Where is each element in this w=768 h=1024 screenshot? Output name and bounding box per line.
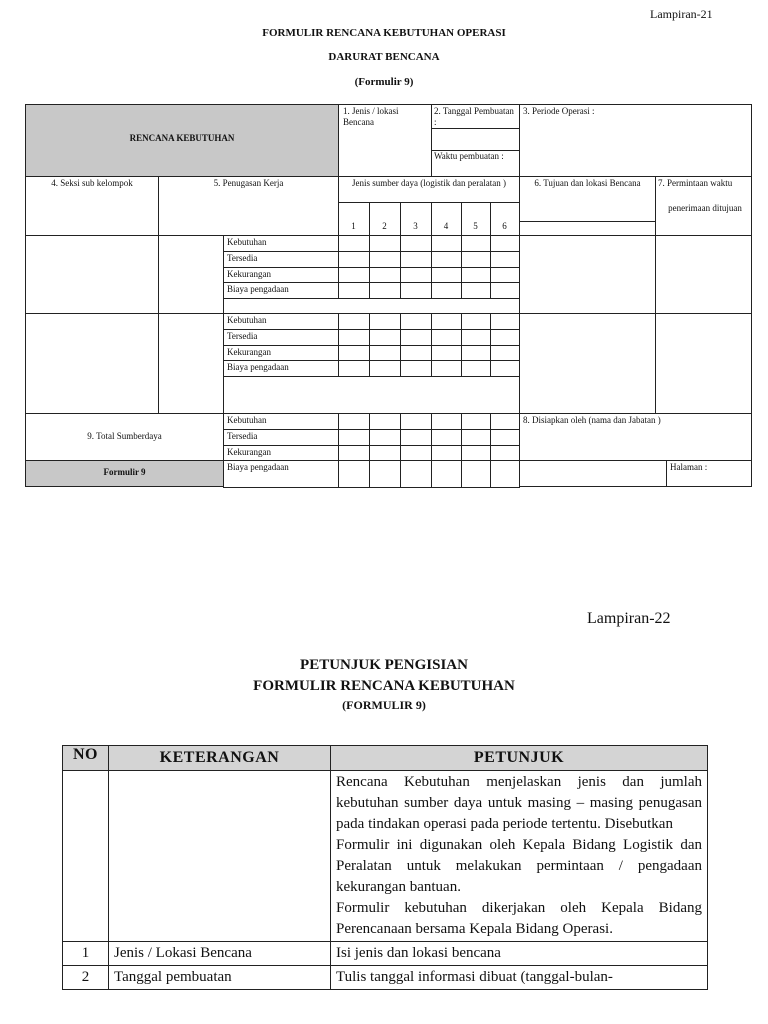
header-no: NO: [63, 746, 109, 771]
value-cell-2-0-1: [369, 313, 401, 330]
value-cell-2-3-0: [338, 360, 370, 377]
tujuan-cell-1: [519, 235, 656, 314]
formulir-9-form: [25, 104, 752, 487]
total-sumberdaya-label: 9. Total Sumberdaya: [87, 431, 162, 441]
total-value-cell-2-1: [369, 445, 401, 461]
tujuan-lokasi-subrow: [519, 221, 656, 236]
resource-column-number-5: 5: [473, 221, 478, 231]
total-value-cell-2-4: [461, 445, 491, 461]
petunjuk-title-line1: PETUNJUK PENGISIAN: [300, 657, 468, 673]
rencana-kebutuhan-label: RENCANA KEBUTUHAN: [129, 133, 235, 143]
value-cell-2-1-0: [338, 329, 370, 346]
total-value-cell-2-5: [490, 445, 520, 461]
petunjuk-paragraph: Formulir kebutuhan dikerjakan oleh Kepala Bidang Perencanaan bersama Kepala Bidang Operasi.: [336, 900, 702, 937]
halaman-label: Halaman :: [670, 462, 708, 472]
value-cell-1-2-2: [400, 267, 432, 283]
value-cell-1-1-0: [338, 251, 370, 268]
penerimaan-ditujuan-label: penerimaan ditujuan: [668, 203, 742, 213]
row-label-2-1: Tersedia: [227, 331, 258, 341]
value-cell-2-3-5: [490, 360, 520, 377]
value-cell-2-0-3: [431, 313, 462, 330]
petunjuk-paragraph: Rencana Kebutuhan menjelaskan jenis dan jumlah kebutuhan sumber daya untuk masing – masing penugasan pada tindakan operasi pada periode tertentu. Disebutkan: [336, 774, 702, 832]
row-no: 1: [63, 942, 109, 966]
value-cell-2-3-1: [369, 360, 401, 377]
seksi-cell-1: [25, 235, 159, 314]
total-value-cell-0-5: [490, 413, 520, 430]
value-cell-1-0-5: [490, 235, 520, 252]
penugasan-cell-2: [158, 313, 224, 414]
jenis-sumber-daya-label: Jenis sumber daya (logistik dan peralatan ): [352, 178, 506, 188]
total-value-cell-0-4: [461, 413, 491, 430]
value-cell-1-2-5: [490, 267, 520, 283]
value-cell-2-0-4: [461, 313, 491, 330]
resource-column-number-3: 3: [413, 221, 418, 231]
value-cell-1-1-3: [431, 251, 462, 268]
form-title-line3: (Formulir 9): [354, 76, 414, 88]
value-cell-2-2-3: [431, 345, 462, 361]
total-value-cell-0-1: [369, 413, 401, 430]
value-cell-2-1-4: [461, 329, 491, 346]
resource-column-number-1: 1: [351, 221, 356, 231]
row-keterangan: Jenis / Lokasi Bencana: [109, 942, 331, 966]
lampiran-21-label: Lampiran-21: [650, 7, 713, 21]
value-cell-2-2-2: [400, 345, 432, 361]
row-petunjuk: [331, 771, 708, 942]
disiapkan-oleh-label: 8. Disiapkan oleh (nama dan Jabatan ): [523, 415, 661, 425]
petunjuk-row: [63, 942, 708, 966]
value-cell-1-2-3: [431, 267, 462, 283]
tujuan-cell-2: [519, 313, 656, 414]
total-value-cell-3-4: [461, 460, 491, 488]
total-value-cell-3-5: [490, 460, 520, 488]
row-no: [63, 771, 109, 942]
signature-cell: [519, 460, 667, 487]
total-value-cell-0-2: [400, 413, 432, 430]
value-cell-1-1-1: [369, 251, 401, 268]
value-cell-1-2-0: [338, 267, 370, 283]
row-label-1-1: Tersedia: [227, 253, 258, 263]
waktu-pembuatan-label: Waktu pembuatan :: [434, 151, 504, 161]
resource-column-number-2: 2: [382, 221, 387, 231]
total-value-cell-2-3: [431, 445, 462, 461]
total-value-cell-1-1: [369, 429, 401, 446]
header-keterangan: KETERANGAN: [109, 746, 331, 771]
total-row-label-2: Kekurangan: [227, 447, 271, 457]
total-value-cell-0-0: [338, 413, 370, 430]
value-cell-2-0-5: [490, 313, 520, 330]
value-cell-1-3-1: [369, 282, 401, 299]
total-value-cell-3-3: [431, 460, 462, 488]
value-cell-1-1-4: [461, 251, 491, 268]
value-cell-1-0-0: [338, 235, 370, 252]
petunjuk-paragraph: Tulis tanggal informasi dibuat (tanggal-bulan-: [336, 969, 613, 985]
value-cell-2-2-1: [369, 345, 401, 361]
value-cell-2-1-5: [490, 329, 520, 346]
value-cell-2-2-4: [461, 345, 491, 361]
value-cell-2-0-0: [338, 313, 370, 330]
row-label-2-3: Biaya pengadaan: [227, 362, 289, 372]
total-value-cell-1-0: [338, 429, 370, 446]
formulir-9-footer-label: Formulir 9: [103, 467, 146, 477]
penugasan-cell-1: [158, 235, 224, 314]
tanggal-pembuatan-label: 2. Tanggal Pembuatan :: [434, 106, 514, 127]
jenis-lokasi-label: 1. Jenis / lokasi Bencana: [343, 106, 399, 127]
petunjuk-paragraph: Isi jenis dan lokasi bencana: [336, 945, 501, 961]
total-value-cell-0-3: [431, 413, 462, 430]
row-petunjuk: [331, 942, 708, 966]
value-cell-1-2-4: [461, 267, 491, 283]
value-cell-1-0-4: [461, 235, 491, 252]
total-value-cell-2-0: [338, 445, 370, 461]
total-value-cell-1-2: [400, 429, 432, 446]
tujuan-lokasi-label: 6. Tujuan dan lokasi Bencana: [534, 178, 641, 188]
resource-column-number-6: 6: [502, 221, 507, 231]
total-value-cell-1-4: [461, 429, 491, 446]
row-no: 2: [63, 966, 109, 990]
total-value-cell-2-2: [400, 445, 432, 461]
row-petunjuk: [331, 966, 708, 990]
value-cell-2-2-0: [338, 345, 370, 361]
petunjuk-table-header: [63, 746, 708, 771]
header-petunjuk: PETUNJUK: [331, 746, 708, 771]
value-cell-2-1-3: [431, 329, 462, 346]
value-cell-1-0-2: [400, 235, 432, 252]
seksi-cell-2: [25, 313, 159, 414]
value-cell-1-1-5: [490, 251, 520, 268]
row-keterangan: Tanggal pembuatan: [109, 966, 331, 990]
permintaan-cell-2: [655, 313, 752, 414]
value-cell-1-3-0: [338, 282, 370, 299]
value-cell-1-3-2: [400, 282, 432, 299]
total-value-cell-3-2: [400, 460, 432, 488]
value-cell-2-2-5: [490, 345, 520, 361]
permintaan-cell-1: [655, 235, 752, 314]
penugasan-kerja-label: 5. Penugasan Kerja: [213, 178, 284, 188]
value-cell-1-3-3: [431, 282, 462, 299]
lampiran-22-label: Lampiran-22: [587, 610, 671, 627]
petunjuk-row: [63, 771, 708, 942]
row-keterangan: [109, 771, 331, 942]
row-label-1-3: Biaya pengadaan: [227, 284, 289, 294]
value-cell-1-2-1: [369, 267, 401, 283]
value-cell-2-3-2: [400, 360, 432, 377]
petunjuk-paragraph: Formulir ini digunakan oleh Kepala Bidang Logistik dan Peralatan untuk melakukan permintaan / pengadaan kekurangan bantuan.: [336, 837, 702, 895]
petunjuk-row: [63, 966, 708, 990]
total-value-cell-3-0: [338, 460, 370, 488]
permintaan-waktu-label: 7. Permintaan waktu: [658, 178, 733, 188]
petunjuk-title-line2: FORMULIR RENCANA KEBUTUHAN: [253, 678, 515, 694]
row-label-2-2: Kekurangan: [227, 347, 271, 357]
form-title-line1: FORMULIR RENCANA KEBUTUHAN OPERASI: [262, 27, 506, 39]
value-cell-1-0-3: [431, 235, 462, 252]
form-title-line2: DARURAT BENCANA: [328, 51, 440, 63]
row-label-1-2: Kekurangan: [227, 269, 271, 279]
value-cell-1-0-1: [369, 235, 401, 252]
total-value-cell-1-3: [431, 429, 462, 446]
value-cell-2-1-1: [369, 329, 401, 346]
total-row-label-0: Kebutuhan: [227, 415, 267, 425]
value-cell-1-3-5: [490, 282, 520, 299]
total-value-cell-3-1: [369, 460, 401, 488]
total-row-label-1: Tersedia: [227, 431, 258, 441]
row-label-1-0: Kebutuhan: [227, 237, 267, 247]
total-value-cell-1-5: [490, 429, 520, 446]
total-row-label-3: Biaya pengadaan: [227, 462, 289, 472]
value-cell-2-1-2: [400, 329, 432, 346]
value-cell-2-3-4: [461, 360, 491, 377]
seksi-sub-kelompok-label: 4. Seksi sub kelompok: [51, 178, 133, 188]
periode-operasi-label: 3. Periode Operasi :: [523, 106, 595, 116]
petunjuk-table: [62, 745, 708, 990]
resource-column-number-4: 4: [443, 221, 449, 231]
value-cell-1-1-2: [400, 251, 432, 268]
petunjuk-title-line3: (FORMULIR 9): [342, 698, 426, 712]
row-label-2-0: Kebutuhan: [227, 315, 267, 325]
value-cell-1-3-4: [461, 282, 491, 299]
tanggal-pembuatan-value: [431, 128, 520, 151]
value-cell-2-0-2: [400, 313, 432, 330]
value-cell-2-3-3: [431, 360, 462, 377]
